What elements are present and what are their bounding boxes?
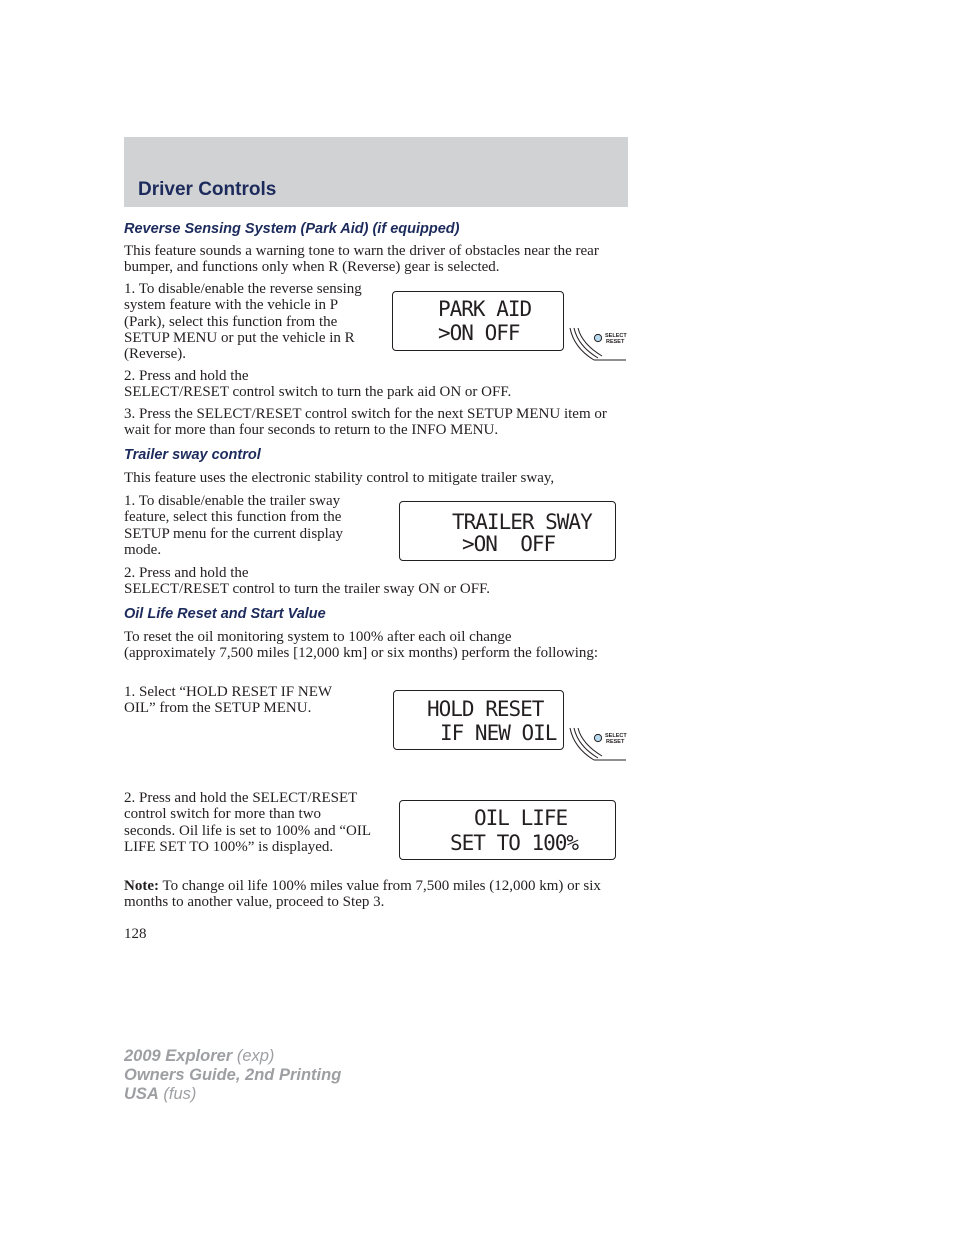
select-reset-switch-icon xyxy=(568,326,630,364)
park-aid-step-1: 1. To disable/enable the reverse sensing system feature with the vehicle in P (Park), select this function from the SETUP MENU or put the vehicle in R (Reverse). xyxy=(124,281,362,363)
trailer-sway-step-1: 1. To disable/enable the trailer sway feature, select this function from the SETUP menu for the current display mode. xyxy=(124,493,343,558)
trailer-sway-step-2-line-1: 2. Press and hold the xyxy=(124,565,249,581)
trailer-sway-display-line-2: >ON OFF xyxy=(462,532,556,556)
note-label: Note: xyxy=(124,878,159,894)
oil-life-set-display-line-1: OIL LIFE xyxy=(474,806,568,830)
note-text: To change oil life 100% miles value from 7,500 miles (12,000 km) or six months to another value, proceed to Step 3. xyxy=(124,878,601,911)
oil-life-note xyxy=(124,878,624,911)
select-reset-switch-icon xyxy=(568,726,630,764)
park-aid-display xyxy=(392,291,564,351)
oil-life-step-1: 1. Select “HOLD RESET IF NEW OIL” from the SETUP MENU. xyxy=(124,684,332,717)
footer-market: USA xyxy=(124,1085,159,1103)
park-aid-heading: Reverse Sensing System (Park Aid) (if equipped) xyxy=(124,221,460,237)
footer-market-code: (fus) xyxy=(158,1085,197,1103)
footer-model-code: (exp) xyxy=(232,1047,275,1065)
park-aid-display-line-1: PARK AID xyxy=(438,297,532,321)
hold-reset-display-line-2: IF NEW OIL xyxy=(440,721,557,745)
trailer-sway-heading: Trailer sway control xyxy=(124,447,261,463)
oil-life-heading: Oil Life Reset and Start Value xyxy=(124,606,326,622)
park-aid-step-2-line-2: SELECT/RESET control switch to turn the park aid ON or OFF. xyxy=(124,384,512,400)
oil-life-intro: To reset the oil monitoring system to 100% after each oil change (approximately 7,500 miles [12,000 km] or six months) perform the following: xyxy=(124,629,599,662)
trailer-sway-intro: This feature uses the electronic stability control to mitigate trailer sway, xyxy=(124,470,555,486)
park-aid-display-line-2: >ON OFF xyxy=(438,321,520,345)
park-aid-intro: This feature sounds a warning tone to warn the driver of obstacles near the rear bumper, and functions only when R (Reverse) gear is selected. xyxy=(124,243,599,276)
park-aid-step-2-line-1: 2. Press and hold the xyxy=(124,368,249,384)
oil-life-set-display-line-2: SET TO 100% xyxy=(450,831,579,855)
switch-label-reset: RESET xyxy=(606,739,625,745)
trailer-sway-step-2-line-2: SELECT/RESET control to turn the trailer sway ON or OFF. xyxy=(124,581,490,597)
footer-guide: Owners Guide, 2nd Printing xyxy=(124,1066,342,1084)
section-header-band xyxy=(124,137,628,207)
switch-label-select: SELECT xyxy=(605,333,627,339)
footer-line-2 xyxy=(124,1066,341,1085)
trailer-sway-display xyxy=(399,501,616,561)
park-aid-step-3: 3. Press the SELECT/RESET control switch for the next SETUP MENU item or wait for more than four seconds to return to the INFO MENU. xyxy=(124,406,607,439)
hold-reset-display-line-1: HOLD RESET xyxy=(427,697,544,721)
footer-line-1 xyxy=(124,1047,274,1066)
hold-reset-display xyxy=(393,690,564,750)
trailer-sway-display-line-1: TRAILER SWAY xyxy=(452,510,592,534)
oil-life-set-display xyxy=(399,800,616,860)
section-title: Driver Controls xyxy=(138,179,277,200)
switch-label-reset: RESET xyxy=(606,339,625,345)
footer-line-3 xyxy=(124,1085,196,1104)
page-number: 128 xyxy=(124,926,147,942)
footer-model: 2009 Explorer xyxy=(124,1047,233,1065)
switch-label-select: SELECT xyxy=(605,733,627,739)
oil-life-step-2: 2. Press and hold the SELECT/RESET control switch for more than two seconds. Oil life is set to 100% and “OIL LIFE SET TO 100%” is displayed. xyxy=(124,790,371,855)
